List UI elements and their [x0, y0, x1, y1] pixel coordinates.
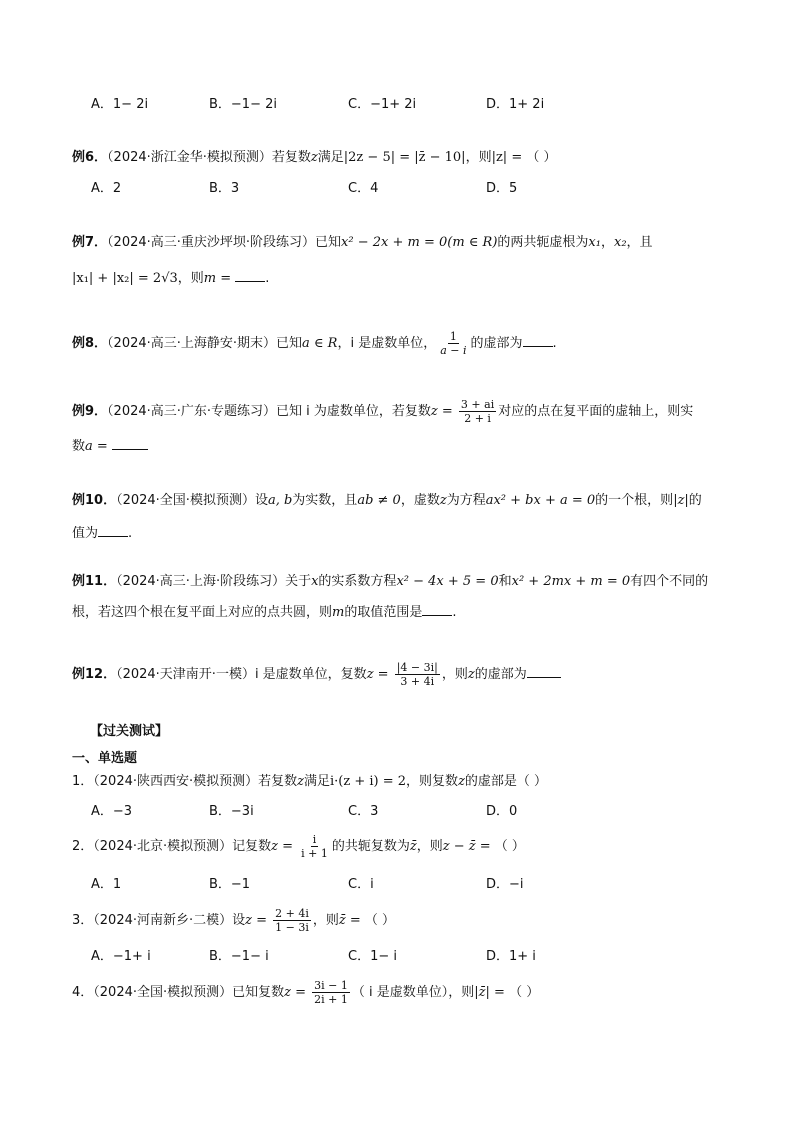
- option-b: B．3: [209, 181, 240, 196]
- question-source: （2024·浙江金华·模拟预测）若复数: [107, 150, 311, 165]
- text: （ i 是虚数单位），则: [351, 985, 475, 1000]
- example-label: 例10．: [72, 493, 117, 508]
- text: 的虚部为: [470, 336, 523, 351]
- example-label: 例12．: [72, 667, 117, 682]
- option-c: C．3: [348, 804, 379, 819]
- question-source: （2024·北京·模拟预测）记复数: [93, 839, 272, 854]
- text: ，且: [626, 235, 653, 250]
- option-a: A．1− 2i: [91, 97, 149, 112]
- math-expression: m =: [203, 271, 236, 286]
- math-var: z: [467, 667, 475, 682]
- option-a: A．−3: [91, 804, 133, 819]
- option-d: D．−i: [486, 877, 524, 892]
- math-var: z: [458, 774, 465, 789]
- question-source: （2024·高三·重庆沙坪坝·阶段练习）已知: [107, 235, 342, 250]
- example-7-stem-cont: [72, 269, 794, 288]
- text: 的共轭复数为: [331, 839, 410, 854]
- option-b: B．−1: [209, 877, 251, 892]
- fraction: [273, 907, 311, 934]
- option-c: C．i: [348, 877, 374, 892]
- question-source: （2024·陕西西安·模拟预测）若复数: [93, 774, 298, 789]
- section-title: 【过关测试】: [90, 724, 169, 739]
- denominator: 3 + 4i: [400, 675, 435, 688]
- text: .: [265, 271, 270, 286]
- text: 为方程: [446, 493, 486, 508]
- answer-parens: （ ）: [494, 839, 525, 854]
- text: 的取值范围是: [344, 605, 423, 620]
- text: 有四个不同的: [630, 574, 709, 589]
- math-expression: |z| =: [491, 150, 527, 165]
- question-source: （2024·高三·广东·专题练习）已知 i 为虚数单位，若复数: [107, 404, 431, 419]
- math-expression: z =: [430, 404, 457, 419]
- example-10-stem: [72, 492, 794, 510]
- text: ，则: [465, 150, 492, 165]
- text: 为实数，且: [292, 493, 358, 508]
- option-b: B．−3i: [209, 804, 254, 819]
- example-label: 例8．: [72, 336, 108, 351]
- example-8-stem: [72, 330, 794, 358]
- math-expression: |z̄| =: [474, 985, 510, 1000]
- denominator: 1 − 3i: [275, 921, 309, 934]
- example-label: 例6．: [72, 150, 108, 165]
- option-c: C．4: [348, 181, 379, 196]
- math-expression: ax² + bx + a = 0: [485, 493, 596, 508]
- answer-parens: （ ）: [509, 985, 540, 1000]
- example-12-stem: [72, 661, 794, 689]
- example-label: 例11．: [72, 574, 117, 589]
- fraction: [438, 330, 468, 357]
- text: 的一个根，则: [595, 493, 674, 508]
- math-var: z̄: [409, 839, 417, 854]
- math-expression: |2z − 5| = |z̄ − 10|: [343, 150, 466, 165]
- answer-blank[interactable]: [235, 269, 265, 282]
- option-c: C．−1+ 2i: [348, 97, 417, 112]
- option-d: D．1+ 2i: [486, 97, 545, 112]
- fraction: [299, 833, 330, 860]
- example-label: 例9．: [72, 404, 108, 419]
- math-expression: x² − 4x + 5 = 0: [396, 574, 499, 589]
- text: ，则: [416, 839, 443, 854]
- math-var: a, b: [267, 493, 293, 508]
- question-number: 1．: [72, 774, 94, 789]
- question-source: （2024·天津南开·一模）i 是虚数单位，复数: [116, 667, 367, 682]
- denominator: i + 1: [301, 847, 328, 860]
- math-var: m: [332, 605, 345, 620]
- text: 的虚部是（ ）: [464, 774, 548, 789]
- example-11-stem-cont: [72, 603, 794, 622]
- question-number: 3．: [72, 913, 94, 928]
- answer-parens: （ ）: [526, 150, 557, 165]
- answer-blank[interactable]: [98, 524, 128, 537]
- example-9-stem-cont: [72, 437, 794, 456]
- text: 的虚部为: [474, 667, 527, 682]
- example-11-stem: [72, 573, 794, 591]
- math-expression: z =: [366, 667, 393, 682]
- question-source: （2024·高三·上海静安·期末）已知: [107, 336, 303, 351]
- option-b: B．−1− 2i: [209, 97, 277, 112]
- question-source: （2024·高三·上海·阶段练习）关于: [116, 574, 312, 589]
- math-var: x₁: [588, 235, 601, 250]
- text: 的实系数方程: [318, 574, 397, 589]
- math-expression: z̄ =: [338, 913, 365, 928]
- numerator: |4 − 3i|: [396, 661, 438, 674]
- math-var: z: [439, 493, 447, 508]
- math-expression: ab ≠ 0: [357, 493, 401, 508]
- text: 的两共轭虚根为: [497, 235, 589, 250]
- answer-blank[interactable]: [112, 437, 148, 450]
- text: 数: [72, 439, 86, 454]
- fraction: [312, 979, 350, 1006]
- numerator: 3 + ai: [460, 398, 495, 411]
- option-d: D．1+ i: [486, 949, 536, 964]
- math-expression: z =: [271, 839, 298, 854]
- option-b: B．−1− i: [209, 949, 269, 964]
- text: ，则: [312, 913, 339, 928]
- numerator: 2 + 4i: [275, 907, 309, 920]
- example-10-stem-cont: [72, 524, 794, 543]
- denominator: 2 + i: [464, 412, 491, 425]
- text: 的: [688, 493, 702, 508]
- math-var: x₂: [613, 235, 627, 250]
- answer-blank[interactable]: [422, 603, 452, 616]
- option-d: D．0: [486, 804, 518, 819]
- text: ，i 是虚数单位，: [337, 336, 437, 351]
- text: ，则: [177, 271, 204, 286]
- test-4-stem: [72, 979, 794, 1007]
- example-label: 例7．: [72, 235, 108, 250]
- test-3-stem: [72, 907, 794, 935]
- math-var: z: [310, 150, 318, 165]
- option-a: A．−1+ i: [91, 949, 151, 964]
- question-number: 2．: [72, 839, 94, 854]
- text: 和: [498, 574, 512, 589]
- math-expression: x² + 2mx + m = 0: [511, 574, 631, 589]
- option-d: D．5: [486, 181, 518, 196]
- fraction: [395, 661, 440, 688]
- numerator: 3i − 1: [314, 979, 348, 992]
- text: 根，若这四个根在复平面上对应的点共圆，则: [72, 605, 333, 620]
- text: 满足: [317, 150, 344, 165]
- question-source: （2024·全国·模拟预测）已知复数: [93, 985, 285, 1000]
- math-expression: a ∈ R: [302, 336, 338, 351]
- numerator: i: [312, 833, 317, 846]
- question-number: 4．: [72, 985, 94, 1000]
- text: ，: [600, 235, 614, 250]
- math-expression: i·(z + i) = 2: [330, 774, 407, 789]
- math-expression: x² − 2x + m = 0(m ∈ R): [341, 235, 498, 250]
- test-1-stem: [72, 773, 794, 791]
- numerator: 1: [449, 330, 457, 343]
- text: .: [452, 605, 457, 620]
- text: .: [128, 526, 133, 541]
- example-9-stem: [72, 398, 794, 426]
- text: 值为: [72, 526, 99, 541]
- math-expression: z =: [245, 913, 272, 928]
- math-var: x: [311, 574, 319, 589]
- answer-blank[interactable]: [527, 665, 561, 678]
- question-source: （2024·全国·模拟预测）设: [116, 493, 268, 508]
- text: ，则: [441, 667, 468, 682]
- denominator: 2i + 1: [314, 993, 348, 1006]
- text: ，则复数: [406, 774, 459, 789]
- example-7-stem: [72, 234, 794, 252]
- math-expression: z =: [284, 985, 311, 1000]
- option-a: A．2: [91, 181, 122, 196]
- option-a: A．1: [91, 877, 122, 892]
- subsection-title: 一、单选题: [72, 751, 138, 766]
- answer-parens: （ ）: [364, 913, 396, 928]
- text: 对应的点在复平面的虚轴上，则实: [498, 404, 694, 419]
- option-c: C．1− i: [348, 949, 397, 964]
- test-2-stem: [72, 833, 794, 861]
- fraction: [459, 398, 496, 425]
- math-var: z: [297, 774, 304, 789]
- math-expression: z − z̄ =: [442, 839, 495, 854]
- math-expression: |x₁| + |x₂| = 2√3: [72, 271, 178, 286]
- math-expression: |z|: [673, 493, 689, 508]
- text: .: [552, 336, 557, 351]
- answer-blank[interactable]: [523, 334, 553, 347]
- text: 满足: [304, 774, 331, 789]
- example-6-stem: [72, 149, 794, 167]
- math-expression: a =: [85, 439, 112, 454]
- text: ，虚数: [400, 493, 440, 508]
- denominator: a − i: [440, 344, 467, 357]
- question-source: （2024·河南新乡·二模）设: [93, 913, 246, 928]
